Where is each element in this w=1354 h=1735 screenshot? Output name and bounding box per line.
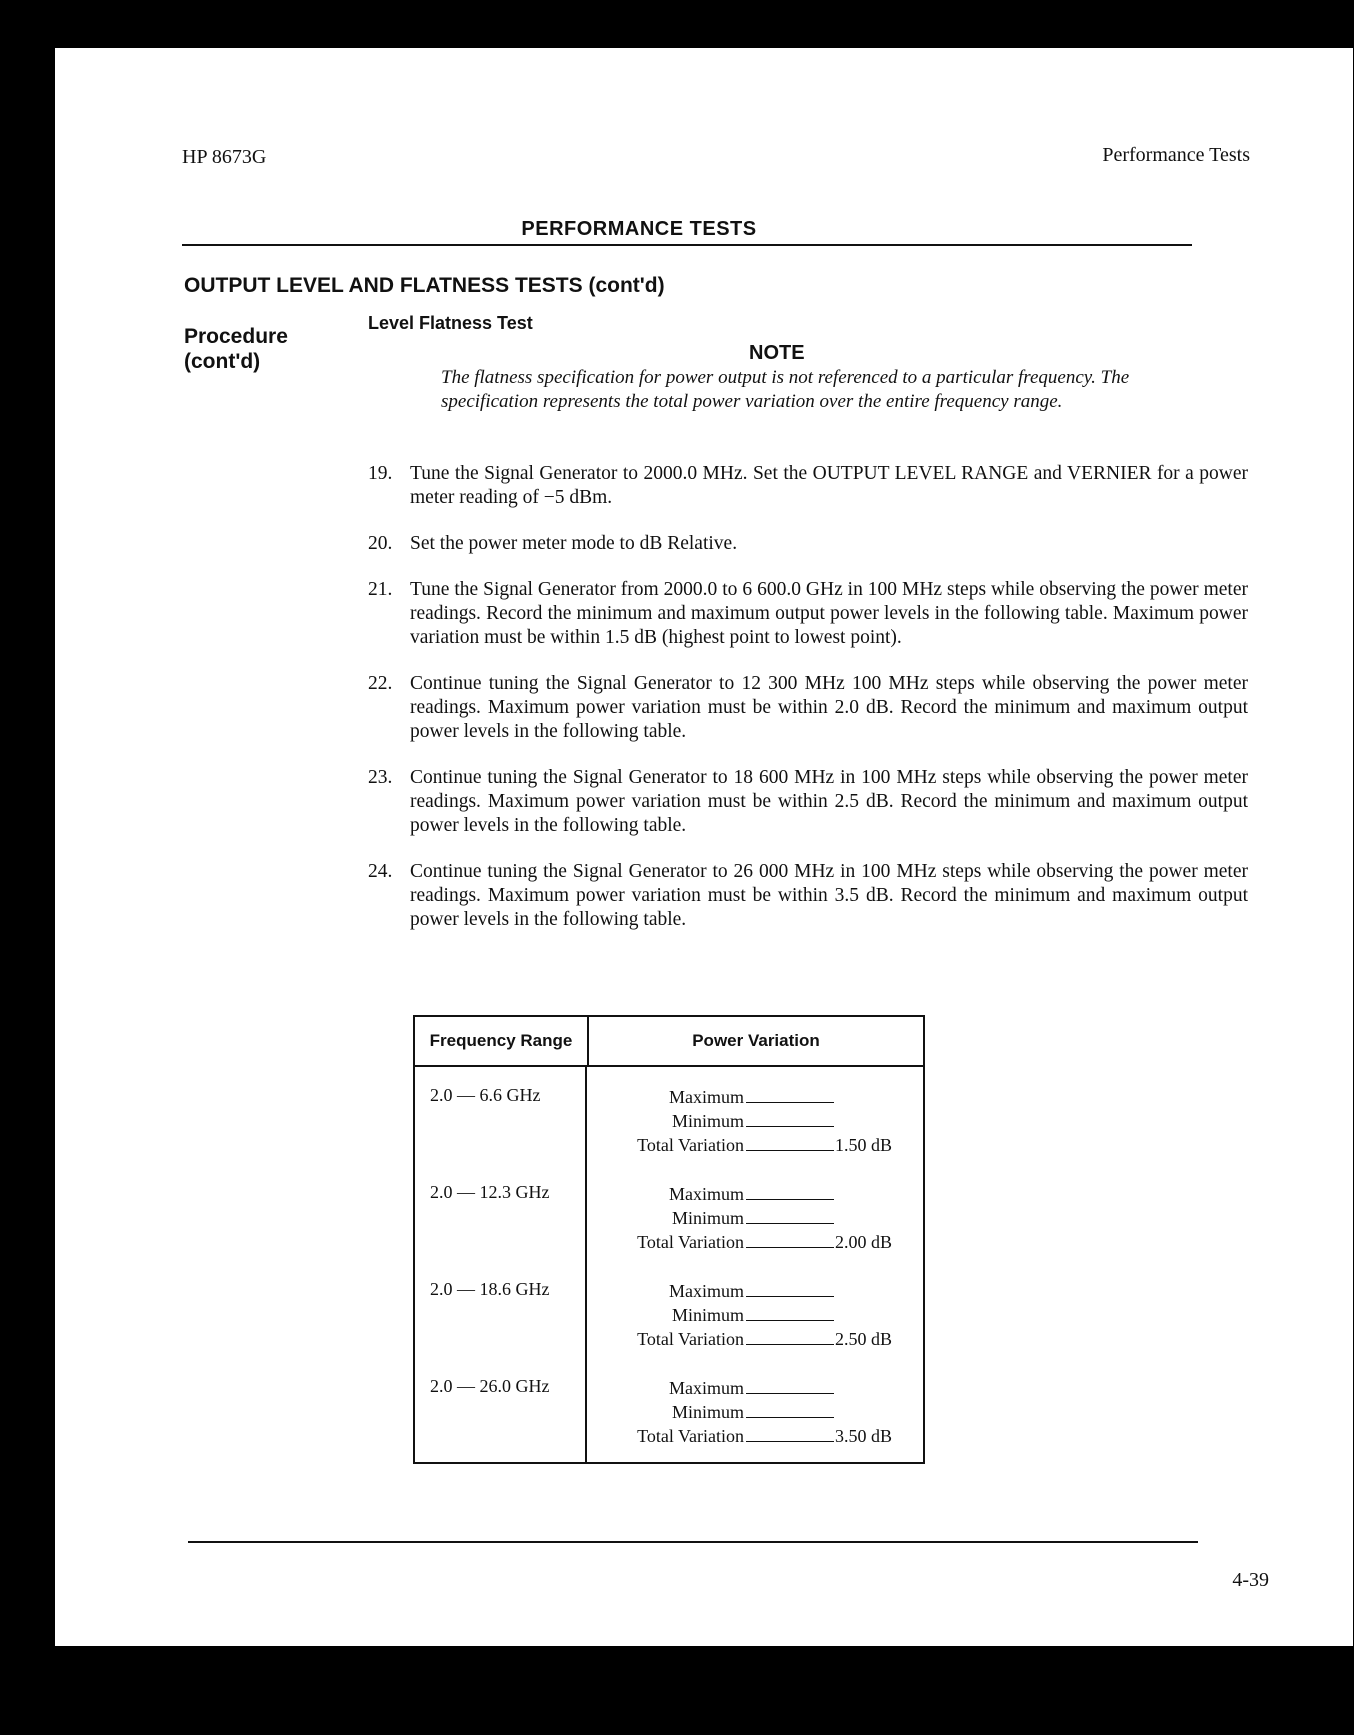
step-text: Continue tuning the Signal Generator to 12 300 MHz 100 MHz steps while observing the power meter readings. Maximum power variation must be within 2.0 dB. Record the minimum and maximum output power levels in the following table. — [410, 673, 1248, 742]
power-variation-table — [413, 1015, 925, 1464]
step-number: 20. — [368, 533, 393, 554]
total-variation-line — [587, 1327, 923, 1351]
maximum-line — [587, 1376, 923, 1400]
step-number: 19. — [368, 463, 393, 484]
table-body — [415, 1067, 923, 1464]
maximum-blank — [746, 1295, 834, 1297]
frequency-column — [415, 1067, 587, 1464]
maximum-label: Maximum — [669, 1378, 744, 1398]
variation-cell — [587, 1164, 923, 1261]
total-variation-blank — [746, 1246, 834, 1248]
total-variation-label: Total Variation — [637, 1329, 744, 1349]
maximum-label: Maximum — [669, 1087, 744, 1107]
maximum-blank — [746, 1101, 834, 1103]
total-variation-label: Total Variation — [637, 1135, 744, 1155]
total-variation-spec: 2.00 dB — [835, 1232, 893, 1252]
total-variation-blank — [746, 1149, 834, 1151]
total-variation-label: Total Variation — [637, 1232, 744, 1252]
total-variation-blank — [746, 1440, 834, 1442]
side-label-line2: (cont'd) — [184, 350, 261, 373]
minimum-label: Minimum — [671, 1111, 744, 1131]
minimum-blank — [746, 1222, 834, 1224]
step-text: Tune the Signal Generator from 2000.0 to 6 600.0 GHz in 100 MHz steps while observing the power meter readings. Record the minimum and maximum output power levels in the following table. Maximum power variation must be within 1.5 dB (highest point to lowest point). — [410, 579, 1248, 648]
step — [368, 462, 1248, 510]
side-label — [184, 324, 288, 374]
frequency-range-cell: 2.0 — 26.0 GHz — [430, 1376, 550, 1396]
step-text: Continue tuning the Signal Generator to 18 600 MHz in 100 MHz steps while observing the power meter readings. Maximum power variation must be within 2.5 dB. Record the minimum and maximum output power levels in the following table. — [410, 767, 1248, 836]
step-number: 22. — [368, 673, 393, 694]
step-text: Set the power meter mode to dB Relative. — [410, 533, 738, 554]
section-title: PERFORMANCE TESTS — [521, 218, 757, 240]
variation-column — [587, 1067, 923, 1464]
maximum-label: Maximum — [669, 1184, 744, 1204]
page-subtitle: OUTPUT LEVEL AND FLATNESS TESTS (cont'd) — [184, 274, 665, 297]
total-variation-line — [587, 1230, 923, 1254]
frequency-range-cell: 2.0 — 6.6 GHz — [430, 1085, 541, 1105]
minimum-blank — [746, 1125, 834, 1127]
total-variation-spec: 1.50 dB — [835, 1135, 893, 1155]
step — [368, 532, 1248, 556]
note-body: The flatness specification for power output is not referenced to a particular frequency. The specification represents the total power variation over the entire frequency range. — [441, 367, 1130, 412]
variation-cell — [587, 1261, 923, 1358]
minimum-label: Minimum — [671, 1402, 744, 1422]
maximum-line — [587, 1182, 923, 1206]
maximum-line — [587, 1085, 923, 1109]
total-variation-spec: 2.50 dB — [835, 1329, 893, 1349]
minimum-label: Minimum — [671, 1208, 744, 1228]
step — [368, 860, 1248, 932]
note-title: NOTE — [749, 342, 805, 364]
minimum-line — [587, 1400, 923, 1424]
total-variation-line — [587, 1424, 923, 1448]
frequency-range-cell: 2.0 — 12.3 GHz — [430, 1182, 550, 1202]
total-variation-label: Total Variation — [637, 1426, 744, 1446]
sub-heading: Level Flatness Test — [368, 313, 533, 333]
table-header — [415, 1017, 923, 1067]
step — [368, 766, 1248, 838]
minimum-line — [587, 1303, 923, 1327]
minimum-blank — [746, 1416, 834, 1418]
minimum-line — [587, 1109, 923, 1133]
step — [368, 578, 1248, 650]
total-variation-spec: 3.50 dB — [835, 1426, 893, 1446]
maximum-label: Maximum — [669, 1281, 744, 1301]
footer-rule — [188, 1541, 1198, 1543]
maximum-blank — [746, 1392, 834, 1394]
variation-cell — [587, 1067, 923, 1164]
step-number: 23. — [368, 767, 393, 788]
procedure-steps — [368, 462, 1248, 954]
header-rule — [182, 244, 1192, 246]
step-text: Tune the Signal Generator to 2000.0 MHz. Set the OUTPUT LEVEL RANGE and VERNIER for a power meter reading of −5 dBm. — [410, 463, 1248, 508]
step-text: Continue tuning the Signal Generator to 26 000 MHz in 100 MHz steps while observing the power meter readings. Maximum power variation must be within 3.5 dB. Record the minimum and maximum output power levels in the following table. — [410, 861, 1248, 930]
maximum-line — [587, 1279, 923, 1303]
step — [368, 672, 1248, 744]
total-variation-blank — [746, 1343, 834, 1345]
total-variation-line — [587, 1133, 923, 1157]
frequency-range-cell: 2.0 — 18.6 GHz — [430, 1279, 550, 1299]
step-number: 24. — [368, 861, 393, 882]
step-number: 21. — [368, 579, 393, 600]
page-number: 4-39 — [1232, 1569, 1269, 1591]
minimum-label: Minimum — [671, 1305, 744, 1325]
header-power-variation: Power Variation — [692, 1031, 820, 1050]
minimum-blank — [746, 1319, 834, 1321]
variation-cell — [587, 1358, 923, 1455]
header-model: HP 8673G — [182, 146, 267, 168]
header-frequency-range: Frequency Range — [415, 1017, 589, 1065]
minimum-line — [587, 1206, 923, 1230]
header-chapter: Performance Tests — [1102, 144, 1250, 166]
document-page — [55, 48, 1353, 1646]
side-label-line1: Procedure — [184, 325, 288, 348]
maximum-blank — [746, 1198, 834, 1200]
